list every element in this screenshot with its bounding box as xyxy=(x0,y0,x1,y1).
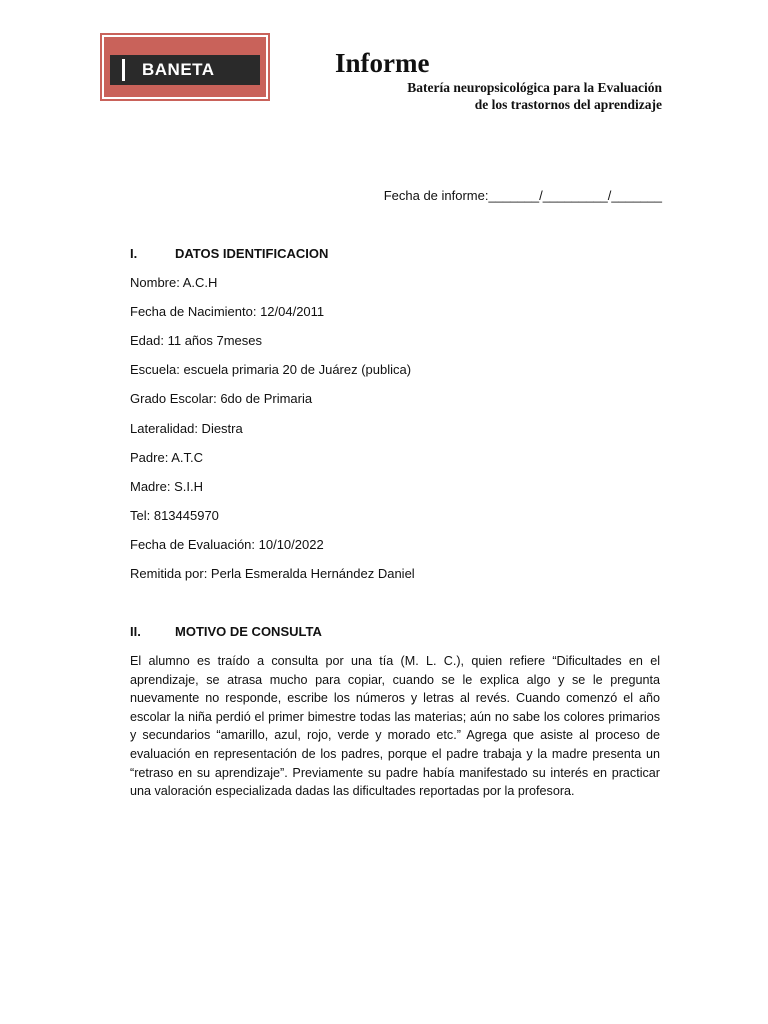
field-nombre: Nombre: A.C.H xyxy=(130,275,218,290)
report-date-line: Fecha de informe:_______/_________/_______ xyxy=(383,188,662,203)
field-fecha-evaluacion: Fecha de Evaluación: 10/10/2022 xyxy=(130,537,324,552)
field-lateralidad: Lateralidad: Diestra xyxy=(130,421,243,436)
logo-text: BANETA xyxy=(142,60,215,79)
section-heading-identification xyxy=(130,245,328,263)
field-fecha-nacimiento: Fecha de Nacimiento: 12/04/2011 xyxy=(130,304,325,319)
section-title: MOTIVO DE CONSULTA xyxy=(175,624,322,639)
motivo-paragraph: El alumno es traído a consulta por una tía (M. L. C.), quien refiere “Dificultades en el aprendizaje, se atrasa mucho para copiar, cuando se le explica algo y se le pregunta nuevamente no responde, escribe los números y letras al revés. Cuando comenzó el año escolar la niña perdió el primer bimestre todas las materias; aún no sabe los colores primarios y secundarios “amarillo, azul, rojo, verde y morado etc.” Agrega que asiste al proceso de evaluación en representación de los padres, porque el padre trabaja y la madre presenta un “retraso en su aprendizaje”. Previamente su padre había manifestado su interés en practicar una valoración especializada dadas las dificultades reportadas por la profesora. xyxy=(130,654,660,799)
baneta-logo xyxy=(100,33,270,101)
logo-bar xyxy=(110,55,260,85)
field-edad: Edad: 11 años 7meses xyxy=(130,333,263,348)
field-madre: Madre: S.I.H xyxy=(130,479,203,494)
section-title: DATOS IDENTIFICACION xyxy=(175,246,329,261)
section-number: II. xyxy=(130,624,141,639)
field-remitida-por: Remitida por: Perla Esmeralda Hernández Daniel xyxy=(130,566,415,581)
section-heading-motivo xyxy=(130,623,322,641)
field-telefono: Tel: 813445970 xyxy=(130,508,219,523)
logo-tick-mark xyxy=(122,59,125,81)
document-title: Informe xyxy=(335,48,430,78)
subtitle-line-1: Batería neuropsicológica para la Evaluación xyxy=(407,80,662,95)
subtitle-line-2: de los trastornos del aprendizaje xyxy=(474,97,662,112)
document-subtitle xyxy=(407,79,662,113)
section-number: I. xyxy=(130,246,138,261)
field-escuela: Escuela: escuela primaria 20 de Juárez (publica) xyxy=(130,362,412,377)
field-grado-escolar: Grado Escolar: 6do de Primaria xyxy=(130,391,313,406)
logo-background xyxy=(104,37,266,97)
field-padre: Padre: A.T.C xyxy=(130,450,203,465)
